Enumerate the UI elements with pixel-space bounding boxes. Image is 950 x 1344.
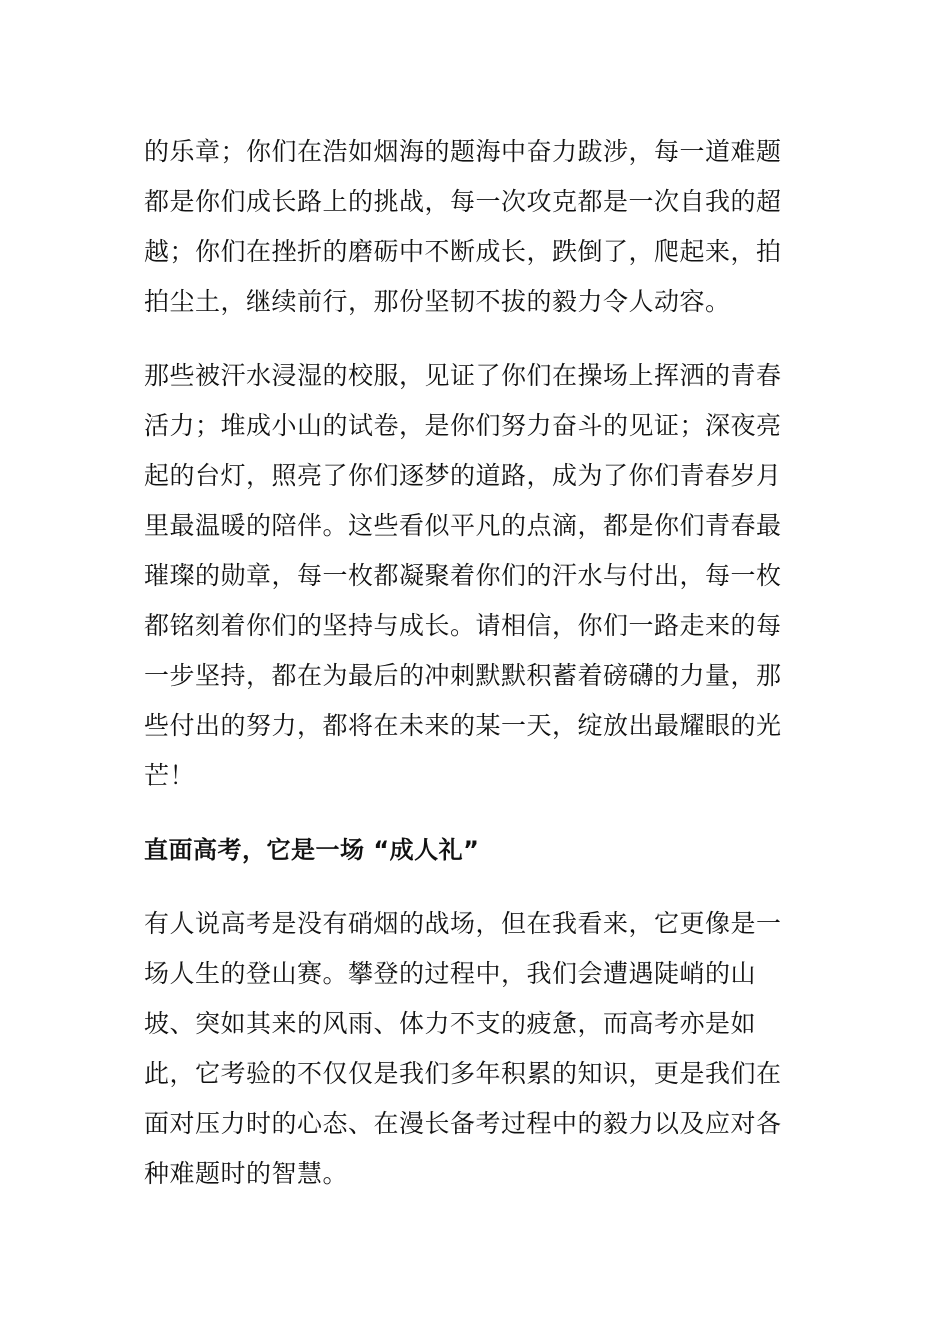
document-page xyxy=(144,127,794,1199)
paragraph-2: 那些被汗水浸湿的校服，见证了你们在操场上挥洒的青春活力；堆成小山的试卷，是你们努力奋斗的见证；深夜亮起的台灯，照亮了你们逐梦的道路，成为了你们青春岁月里最温暖的陪伴。这些看似平凡的点滴，都是你们青春最璀璨的勋章，每一枚都凝聚着你们的汗水与付出，每一枚都铭刻着你们的坚持与成长。请相信，你们一路走来的每一步坚持，都在为最后的冲刺默默积蓄着磅礴的力量，那些付出的努力，都将在未来的某一天，绽放出最耀眼的光芒！ xyxy=(144,361,782,790)
paragraph-1: 的乐章；你们在浩如烟海的题海中奋力跋涉，每一道难题都是你们成长路上的挑战，每一次攻克都是一次自我的超越；你们在挫折的磨砺中不断成长，跌倒了，爬起来，拍拍尘土，继续前行，那份坚韧不拔的毅力令人动容。 xyxy=(144,137,782,316)
paragraph-3: 有人说高考是没有硝烟的战场，但在我看来，它更像是一场人生的登山赛。攀登的过程中，我们会遭遇陡峭的山坡、突如其来的风雨、体力不支的疲惫，而高考亦是如此，它考验的不仅仅是我们多年积累的知识，更是我们在面对压力时的心态、在漫长备考过程中的毅力以及应对各种难题时的智慧。 xyxy=(144,909,782,1188)
section-heading: 直面高考，它是一场 “成人礼” xyxy=(144,836,480,864)
